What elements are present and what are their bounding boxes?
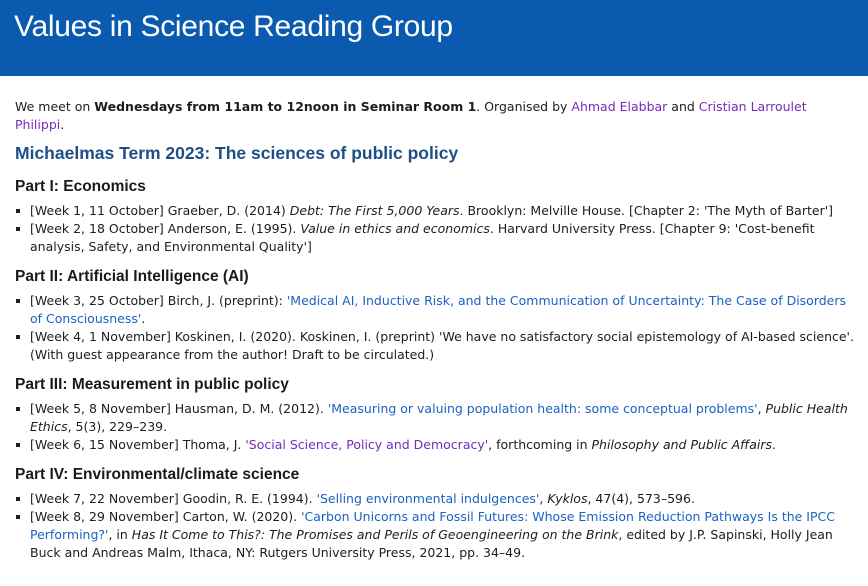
list-item: [Week 8, 29 November] Carton, W. (2020). 'Carbon Unicorns and Fossil Futures: Whose Emission Reduction Pathways Is the IPCC Performing?', in Has It Come to This?: The Promises and Perils of Geoengineering on the Brink, edited by J.P. Sapinski, Holly Jean Buck and Andreas Malm, Ithaca, NY: Rutgers University Press, 2021, pp. 34–49. — [30, 508, 854, 562]
list-item: [Week 1, 11 October] Graeber, D. (2014) Debt: The First 5,000 Years. Brooklyn: Melville House. [Chapter 2: 'The Myth of Barter'] — [30, 202, 854, 220]
reading-link[interactable]: 'Measuring or valuing population health: some conceptual problems' — [327, 401, 758, 416]
reading-link[interactable]: 'Selling environmental indulgences' — [316, 491, 540, 506]
reading-link[interactable]: 'Carbon Unicorns and Fossil Futures: Whose Emission Reduction Pathways Is the IPCC Performing?' — [30, 509, 835, 542]
list-item: [Week 4, 1 November] Koskinen, I. (2020). Koskinen, I. (preprint) 'We have no satisfactory social epistemology of AI-based science'. (With guest appearance from the author! Draft to be circulated.) — [30, 329, 854, 362]
list-item: [Week 2, 18 October] Anderson, E. (1995). Value in ethics and economics. Harvard University Press. [Chapter 9: 'Cost-benefit analysis, Safety, and Environmental Quality'] — [30, 220, 854, 256]
reading-list — [15, 202, 854, 256]
organiser-link-larroulet[interactable]: Cristian Larroulet Philippi — [15, 99, 807, 132]
main-content — [0, 98, 868, 562]
part-title: Part III: Measurement in public policy — [15, 376, 289, 393]
reading-list — [15, 400, 854, 454]
part-title: Part IV: Environmental/climate science — [15, 466, 300, 483]
reading-list — [15, 292, 854, 364]
part-title: Part II: Artificial Intelligence (AI) — [15, 268, 249, 285]
reading-link[interactable]: 'Social Science, Policy and Democracy' — [245, 437, 489, 452]
list-item: [Week 6, 15 November] Thoma, J. 'Social Science, Policy and Democracy', forthcoming in Philosophy and Public Affairs. — [30, 436, 854, 454]
meeting-intro: We meet on Wednesdays from 11am to 12noon in Seminar Room 1. Organised by Ahmad Elabbar and Cristian Larroulet Philippi. — [15, 99, 807, 132]
list-item: [Week 5, 8 November] Hausman, D. M. (2012). 'Measuring or valuing population health: some conceptual problems', Public Health Ethics, 5(3), 229–239. — [30, 400, 854, 436]
reading-link[interactable]: 'Medical AI, Inductive Risk, and the Communication of Uncertainty: The Case of Disorders of Consciousness' — [30, 293, 847, 326]
reading-list — [15, 490, 854, 562]
term-title: Michaelmas Term 2023: The sciences of public policy — [15, 143, 459, 163]
page-title: Values in Science Reading Group — [14, 10, 453, 43]
part-title: Part I: Economics — [15, 178, 146, 195]
meeting-time: Wednesdays from 11am to 12noon in Seminar Room 1 — [94, 99, 477, 114]
page-header — [0, 0, 868, 76]
organiser-link-elabbar[interactable]: Ahmad Elabbar — [571, 99, 668, 114]
list-item: [Week 3, 25 October] Birch, J. (preprint): 'Medical AI, Inductive Risk, and the Communication of Uncertainty: The Case of Disorders of Consciousness'. — [30, 292, 854, 328]
list-item: [Week 7, 22 November] Goodin, R. E. (1994). 'Selling environmental indulgences', Kyklos, 47(4), 573–596. — [30, 490, 854, 508]
